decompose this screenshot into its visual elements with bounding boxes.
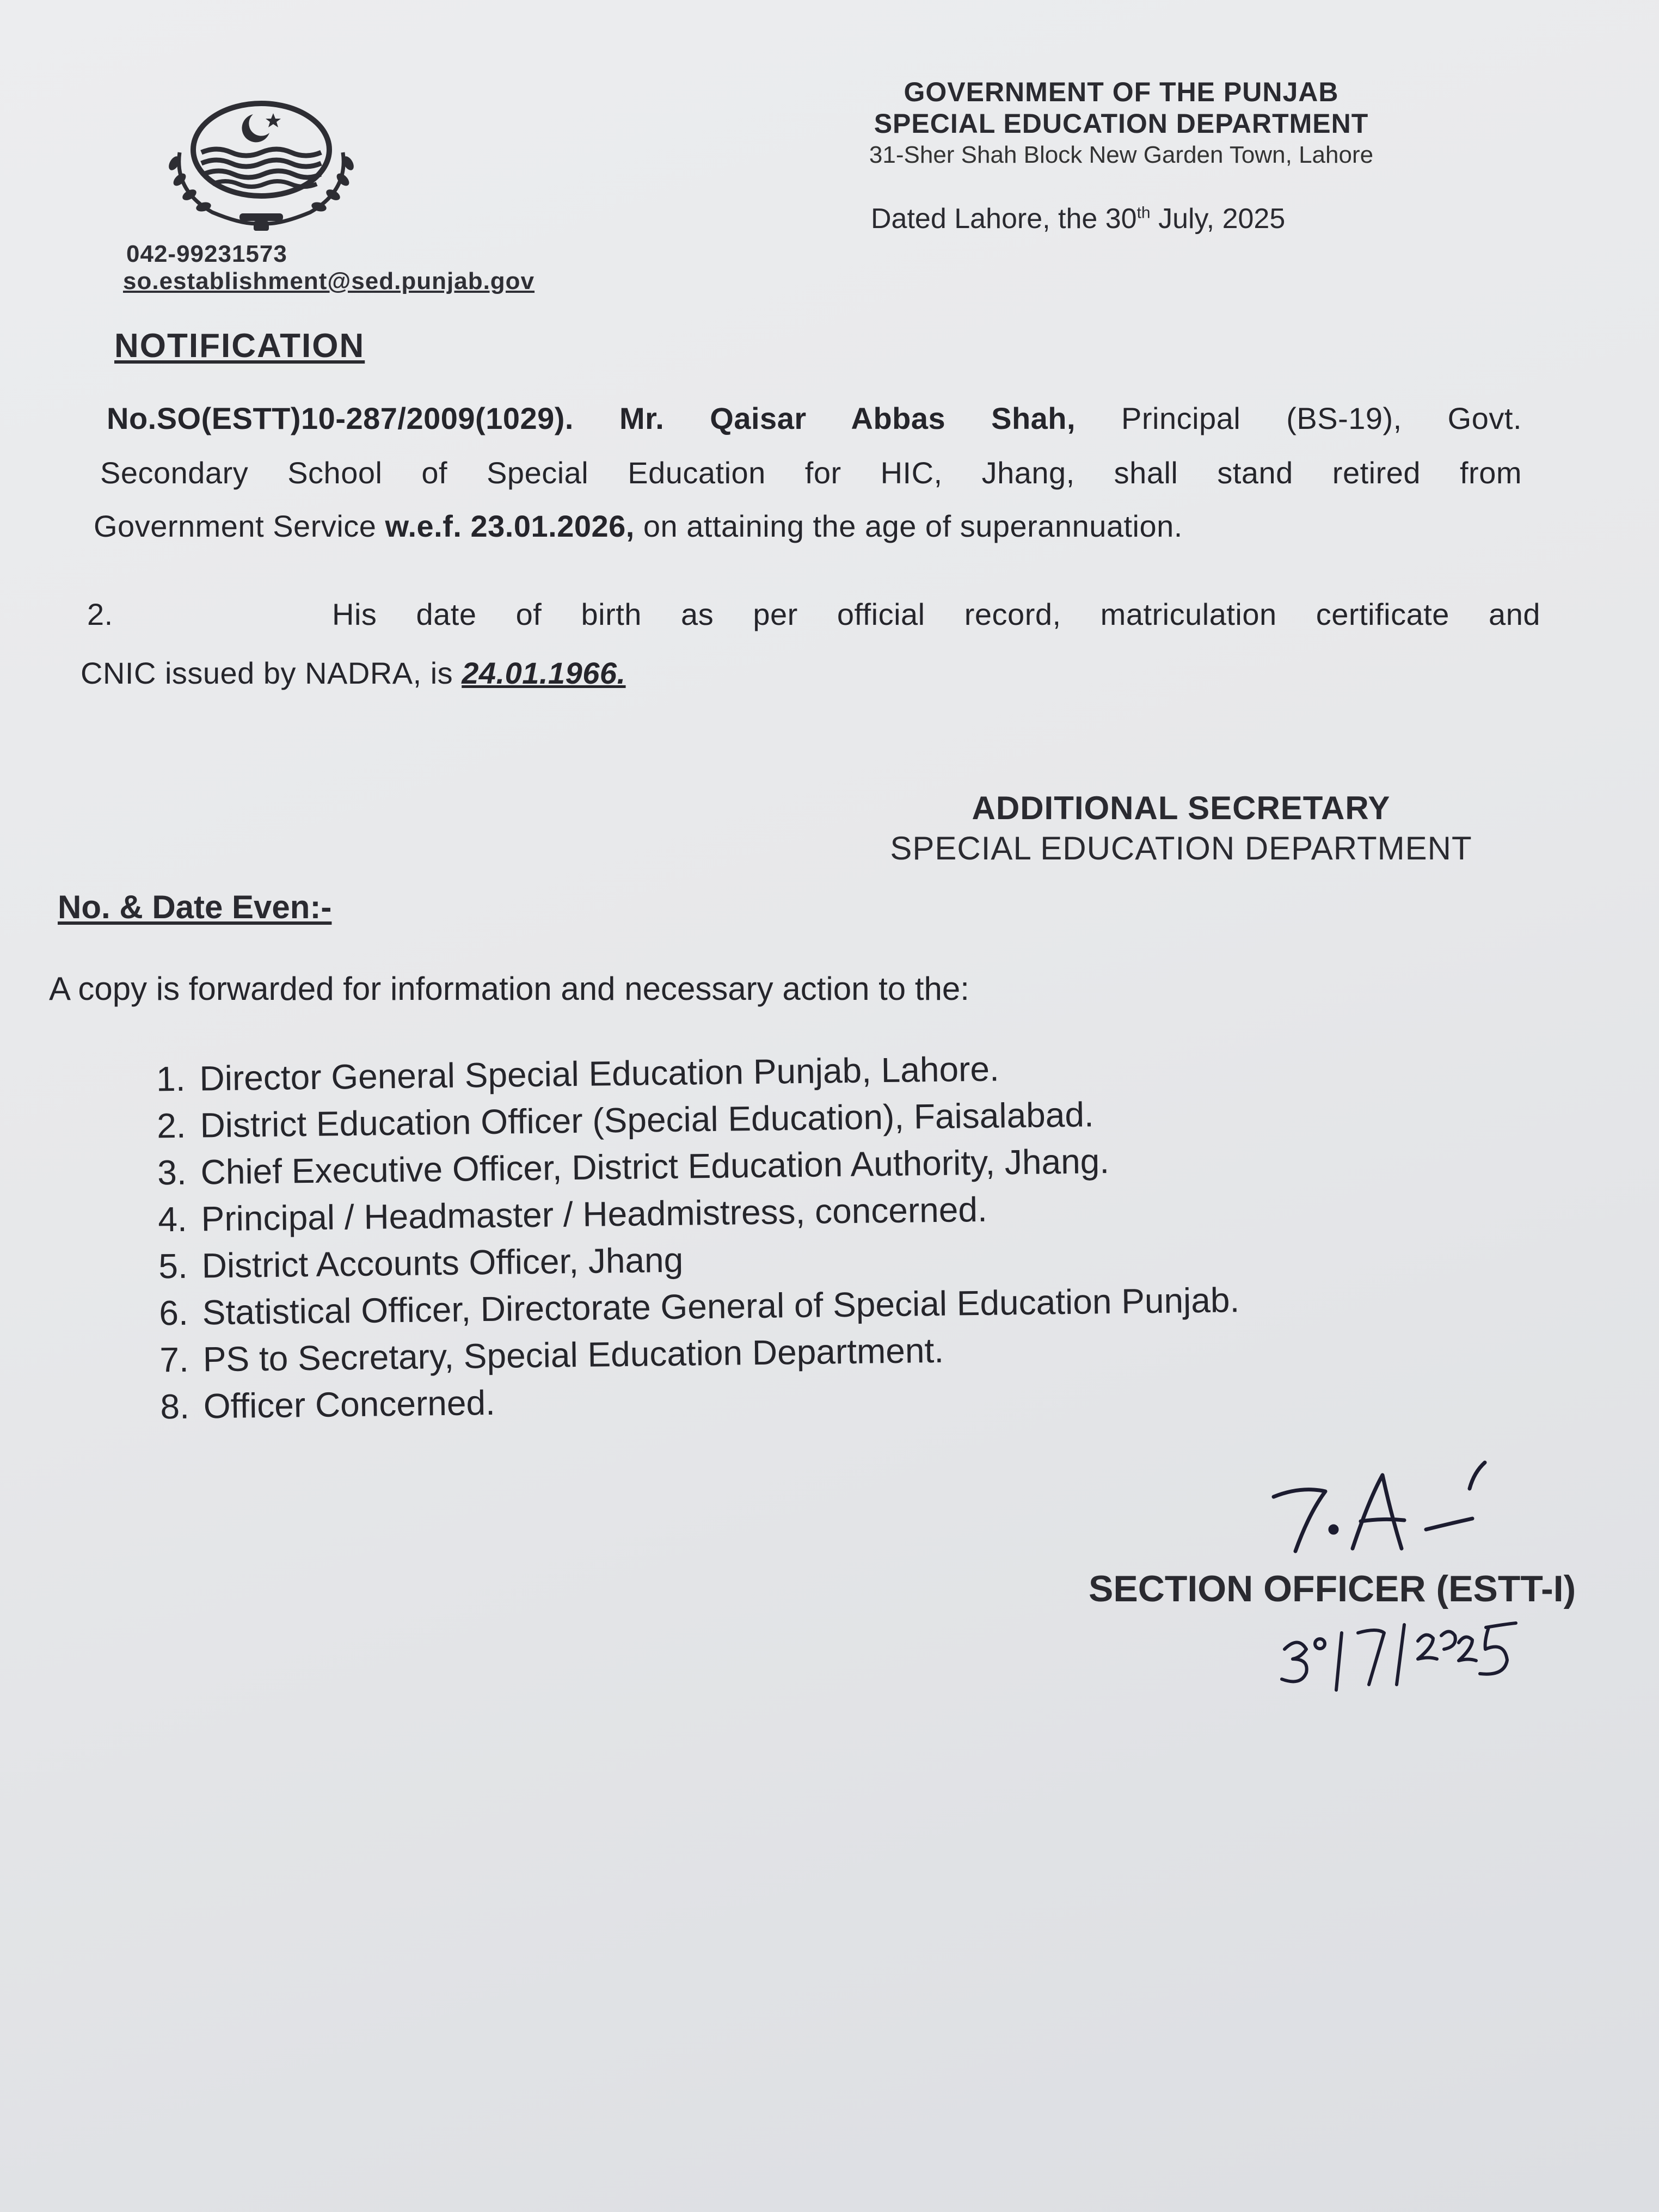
line1-rest: Principal (BS-19), Govt.: [1121, 401, 1522, 435]
list-item-number: 5.: [158, 1246, 188, 1286]
list-item-number: 6.: [158, 1293, 189, 1333]
list-item-number: 8.: [160, 1386, 190, 1427]
government-title: GOVERNMENT OF THE PUNJAB: [904, 77, 1339, 107]
list-item-text: Chief Executive Officer, District Education Authority, Jhang.: [200, 1141, 1110, 1192]
dated-ordinal: th: [1136, 204, 1151, 222]
list-item-text: District Accounts Officer, Jhang: [201, 1240, 684, 1286]
notification-line-2: Secondary School of Special Education for HIC, Jhang, shall stand retired from: [100, 456, 1522, 490]
punjab-government-emblem-icon: [147, 93, 376, 234]
paragraph-2-text: His date of birth as per official record, matriculation certificate and: [332, 597, 1540, 631]
employee-name: Mr. Qaisar Abbas Shah,: [619, 401, 1076, 435]
handwritten-date-signature: [1268, 1611, 1551, 1693]
list-item-number: 1.: [156, 1059, 186, 1099]
list-item-number: 4.: [157, 1199, 188, 1239]
notification-line-1: [107, 401, 1522, 436]
list-item-text: District Education Officer (Special Education), Faisalabad.: [200, 1095, 1095, 1145]
notification-line-3: [94, 508, 1183, 544]
line3-prefix: Government Service: [94, 509, 377, 543]
paragraph-2-line-1: [87, 597, 1540, 632]
list-item-text: Director General Special Education Punjab, Lahore.: [199, 1049, 1000, 1098]
dated-line: [871, 202, 1285, 235]
notification-heading: NOTIFICATION: [114, 327, 365, 365]
section-officer-title: SECTION OFFICER (ESTT-I): [1089, 1568, 1576, 1609]
list-item-text: Officer Concerned.: [203, 1382, 496, 1426]
date-of-birth: 24.01.1966.: [462, 656, 626, 690]
department-address: 31-Sher Shah Block New Garden Town, Lahore: [869, 142, 1374, 168]
retirement-date: w.e.f. 23.01.2026,: [385, 509, 635, 543]
line3-rest: on attaining the age of superannuation.: [643, 509, 1183, 543]
paragraph-2-number: 2.: [87, 597, 113, 631]
department-title: SPECIAL EDUCATION DEPARTMENT: [874, 108, 1369, 139]
signatory-title: ADDITIONAL SECRETARY: [972, 790, 1391, 826]
phone-number: 042-99231573: [126, 241, 287, 267]
list-item-number: 7.: [159, 1340, 189, 1380]
list-item-number: 2.: [156, 1105, 187, 1146]
list-item-text: Principal / Headmaster / Headmistress, concerned.: [201, 1189, 988, 1239]
list-item-number: 3.: [157, 1152, 187, 1193]
paragraph-2-line-2: [81, 655, 626, 691]
email-address: so.establishment@sed.punjab.gov: [123, 268, 535, 294]
list-item-text: PS to Secretary, Special Education Department.: [202, 1330, 944, 1379]
forwarding-intro: A copy is forwarded for information and necessary action to the:: [49, 970, 969, 1007]
list-item-text: Statistical Officer, Directorate General of Special Education Punjab.: [202, 1280, 1240, 1332]
distribution-list: [131, 1042, 1241, 1430]
dated-rest: July, 2025: [1150, 203, 1286, 235]
reference-number: No.SO(ESTT)10-287/2009(1029).: [107, 401, 574, 435]
handwritten-initials-signature: [1263, 1448, 1513, 1557]
paragraph-2-prefix: CNIC issued by NADRA, is: [81, 656, 453, 690]
no-date-even-heading: No. & Date Even:-: [58, 889, 332, 925]
dated-prefix: Dated Lahore, the 30: [871, 203, 1137, 235]
signatory-department: SPECIAL EDUCATION DEPARTMENT: [890, 830, 1472, 867]
